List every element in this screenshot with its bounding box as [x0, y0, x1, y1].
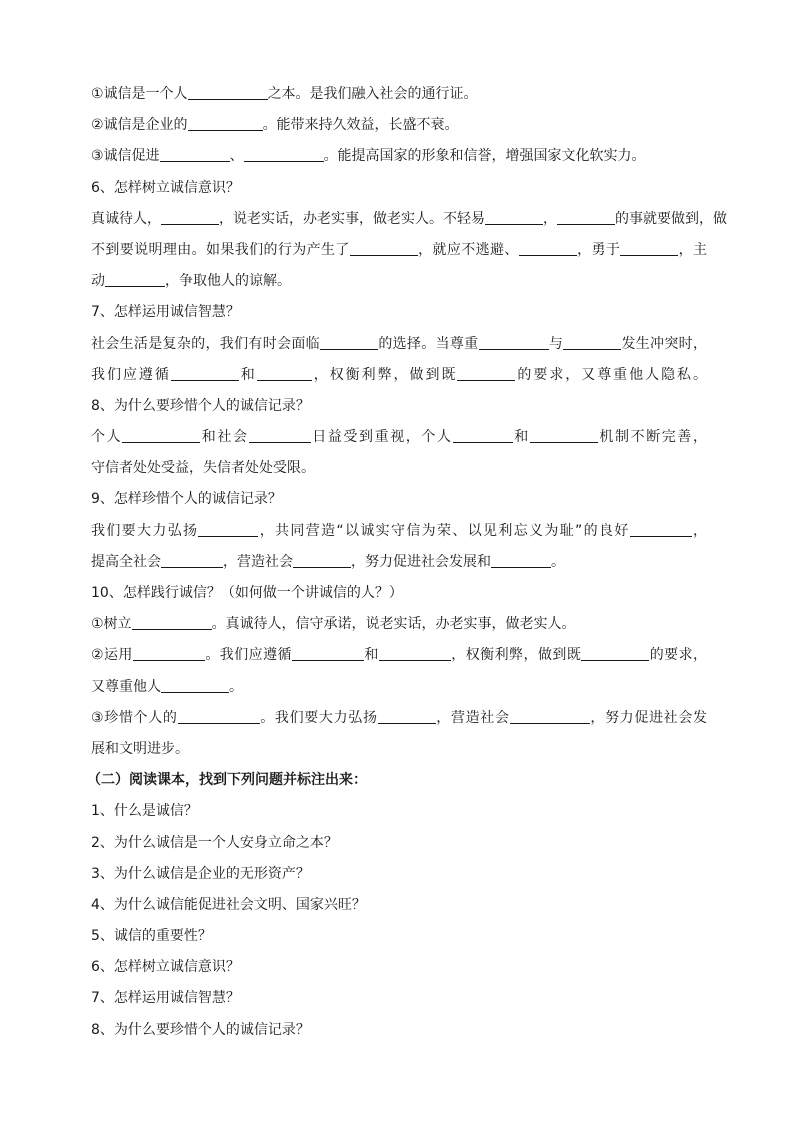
worksheet-page: [87, 79, 727, 1046]
fill-in-blank[interactable]: [630, 522, 692, 537]
fill-in-blank[interactable]: [557, 210, 615, 225]
fill-in-blank[interactable]: [171, 366, 239, 381]
text-line: [91, 453, 707, 484]
line-text: ③诚信促进: [91, 148, 160, 165]
fill-in-blank[interactable]: [350, 241, 418, 256]
line-text: 动: [91, 273, 105, 290]
line-text: 。我们应遵循: [204, 647, 292, 664]
fill-in-blank[interactable]: [378, 709, 436, 724]
line-text: ②诚信是企业的: [91, 117, 188, 134]
fill-in-blank[interactable]: [320, 335, 378, 350]
line-text: 2、为什么诚信是一个人安身立命之本？: [91, 834, 338, 851]
fill-in-blank[interactable]: [161, 678, 229, 693]
line-text: 。: [229, 678, 243, 695]
line-text: 机制不断完善，: [597, 429, 708, 446]
line-text: 展和文明进步。: [91, 740, 189, 757]
line-text: ，权衡利弊，做到既: [311, 366, 458, 383]
line-text: 的要求，: [649, 647, 708, 664]
line-text: 发生冲突时，: [621, 335, 707, 352]
line-text: 和: [512, 429, 530, 446]
text-line: [87, 765, 707, 796]
fill-in-blank[interactable]: [479, 335, 549, 350]
line-text: 和: [238, 366, 257, 383]
text-line: [91, 329, 707, 360]
fill-in-blank[interactable]: [620, 241, 678, 256]
line-text: 。能提高国家的形象和信誉，增强国家文化软实力。: [323, 148, 646, 165]
fill-in-blank[interactable]: [249, 428, 311, 443]
line-text: ，: [543, 210, 557, 227]
line-text: 6、怎样树立诚信意识？: [91, 179, 240, 196]
text-line: [91, 516, 707, 547]
line-text: ，: [691, 522, 708, 539]
fill-in-blank[interactable]: [379, 646, 451, 661]
text-line: [91, 235, 707, 266]
line-text: ，营造社会: [435, 709, 510, 726]
line-text: 和社会: [200, 429, 249, 446]
line-text: 和: [363, 647, 379, 664]
fill-in-blank[interactable]: [105, 272, 165, 287]
line-text: 7、怎样运用诚信智慧？: [91, 990, 240, 1007]
fill-in-blank[interactable]: [244, 147, 324, 162]
text-line: [91, 79, 707, 110]
line-text: ①树立: [91, 616, 132, 633]
fill-in-blank[interactable]: [510, 709, 590, 724]
fill-in-blank[interactable]: [453, 428, 513, 443]
line-text: ，营造社会: [223, 553, 293, 570]
fill-in-blank[interactable]: [160, 147, 230, 162]
fill-in-blank[interactable]: [581, 646, 649, 661]
line-text: 社会生活是复杂的，我们有时会面临: [91, 335, 320, 352]
text-line: [91, 578, 707, 609]
line-text: ，权衡利弊，做到既: [450, 647, 582, 664]
text-line: [91, 204, 727, 235]
line-text: 我们要大力弘扬: [91, 522, 199, 539]
line-text: 7、怎样运用诚信智慧？: [91, 304, 240, 321]
line-text: ，勇于: [576, 241, 621, 258]
line-text: 的选择。当尊重: [378, 335, 479, 352]
line-text: ，努力促进社会发展和: [351, 553, 491, 570]
line-text: ，努力促进社会发: [589, 709, 708, 726]
text-line: [91, 859, 707, 890]
line-text: 的事就要做到，做: [615, 210, 727, 227]
line-text: 。真诚待人，信守承诺，说老实话，办老实事，做老实人。: [211, 616, 576, 633]
line-text: 真诚待人，: [91, 210, 161, 227]
text-line: [91, 890, 707, 921]
line-text: 1、什么是诚信？: [91, 803, 198, 820]
line-text: 。我们要大力弘扬: [259, 709, 378, 726]
text-line: [91, 734, 707, 765]
line-text: 与: [548, 335, 564, 352]
fill-in-blank[interactable]: [457, 366, 515, 381]
fill-in-blank[interactable]: [485, 210, 543, 225]
line-text: 守信者处处受益，失信者处处受限。: [91, 460, 315, 477]
fill-in-blank[interactable]: [132, 615, 212, 630]
text-line: [91, 141, 707, 172]
fill-in-blank[interactable]: [563, 335, 621, 350]
line-text: 之本。是我们融入社会的通行证。: [267, 86, 478, 102]
line-text: 8、为什么要珍惜个人的诚信记录？: [91, 1021, 310, 1038]
line-text: 6、怎样树立诚信意识？: [91, 959, 240, 976]
fill-in-blank[interactable]: [293, 553, 351, 568]
line-text: 我们应遵循: [91, 366, 171, 383]
line-text: 提高全社会: [91, 553, 161, 570]
text-line: [91, 703, 707, 734]
line-text: ，说老实话，办老实事，做老实人。不轻易: [219, 210, 485, 227]
line-text: ，就应不逃避、: [417, 241, 519, 258]
fill-in-blank[interactable]: [519, 241, 577, 256]
fill-in-blank[interactable]: [530, 428, 598, 443]
fill-in-blank[interactable]: [198, 522, 258, 537]
line-text: ③珍惜个人的: [91, 709, 178, 726]
fill-in-blank[interactable]: [491, 553, 551, 568]
fill-in-blank[interactable]: [188, 85, 268, 100]
text-line: [91, 672, 707, 703]
fill-in-blank[interactable]: [133, 646, 205, 661]
text-line: [91, 297, 707, 328]
text-line: [91, 110, 707, 141]
text-line: [91, 609, 707, 640]
fill-in-blank[interactable]: [161, 210, 219, 225]
line-text: 。能带来持久效益，长盛不衰。: [262, 117, 459, 134]
line-text: ①诚信是一个人: [91, 86, 188, 102]
line-text: ，共同营造“以诚实守信为荣、以见利忘义为耻”的良好: [258, 522, 630, 539]
fill-in-blank[interactable]: [257, 366, 312, 381]
fill-in-blank[interactable]: [122, 428, 200, 443]
line-text: 的要求，又尊重他人隐私。: [515, 366, 708, 383]
text-line: [91, 1015, 707, 1046]
text-line: [91, 921, 707, 952]
line-text: 8、为什么要珍惜个人的诚信记录？: [91, 397, 310, 414]
fill-in-blank[interactable]: [178, 709, 260, 724]
text-line: [91, 391, 707, 422]
line-text: 9、怎样珍惜个人的诚信记录？: [91, 491, 282, 508]
line-text: 10、怎样践行诚信？（如何做一个讲诚信的人？）: [91, 585, 403, 601]
fill-in-blank[interactable]: [161, 553, 223, 568]
text-line: [91, 360, 707, 391]
line-text: 。: [551, 553, 565, 570]
line-text: 日益受到重视，个人: [310, 429, 453, 446]
fill-in-blank[interactable]: [188, 116, 263, 131]
text-line: [91, 796, 707, 827]
line-text: 又尊重他人: [91, 678, 161, 695]
text-line: [91, 640, 707, 671]
text-line: [91, 173, 707, 204]
line-text: 不到要说明理由。如果我们的行为产生了: [91, 241, 350, 258]
text-line: [91, 266, 707, 297]
text-line: [91, 422, 707, 453]
line-text: 、: [229, 148, 244, 165]
text-line: [91, 983, 707, 1014]
line-text: ，争取他人的谅解。: [165, 273, 291, 290]
line-text: ②运用: [91, 647, 133, 664]
text-line: [91, 484, 707, 515]
line-text: ，主: [678, 241, 707, 258]
line-text: 3、为什么诚信是企业的无形资产？: [91, 865, 310, 882]
line-text: （二）阅读课本，找到下列问题并标注出来：: [87, 772, 367, 789]
fill-in-blank[interactable]: [292, 646, 364, 661]
text-line: [91, 828, 707, 859]
line-text: 4、为什么诚信能促进社会文明、国家兴旺？: [91, 896, 366, 913]
line-text: 个人: [91, 429, 123, 446]
text-line: [91, 952, 707, 983]
text-line: [91, 547, 707, 578]
line-text: 5、诚信的重要性？: [91, 928, 212, 945]
